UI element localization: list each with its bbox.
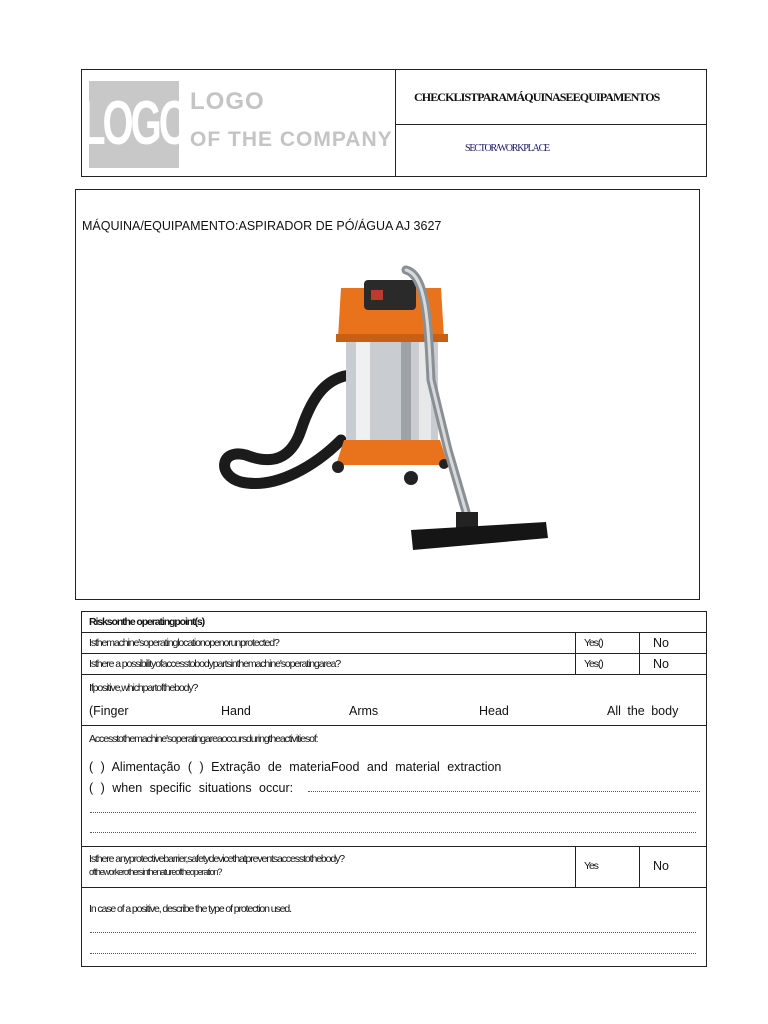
no-option[interactable]: No [653,636,669,650]
question-row [82,654,706,675]
yes-option[interactable]: Yes() [584,637,603,649]
question-text: Isthemachine'soperatinglocationopenorunprotected? [89,637,279,649]
no-option[interactable]: No [653,859,669,873]
protection-row [82,888,706,966]
answer-line[interactable] [90,932,696,934]
access-row [82,726,706,847]
answer-line[interactable] [308,791,700,793]
risk-checklist-form [81,611,707,967]
answer-line[interactable] [90,832,696,834]
logo-mark-text: LOGO [81,89,187,158]
no-option[interactable]: No [653,657,669,671]
logo-word: LOGO [190,88,265,115]
logo-subtitle: OF THE COMPANY [190,128,393,151]
barrier-question-cont: oftheworkerothersinthenatureoftheoperation? [89,867,222,877]
sector-workplace: SECTOR/WORKPLACE [465,143,549,154]
option-finger[interactable]: (Finger [89,704,129,718]
header-divider [395,124,707,125]
header-table [81,69,707,177]
yes-option[interactable]: Yes [584,860,598,872]
option-head[interactable]: Head [479,704,509,718]
machine-label: MÁQUINA/EQUIPAMENTO:ASPIRADOR DE PÓ/ÁGUA AJ 3627 [82,219,442,233]
access-option-specific-situations[interactable]: ( ) when specific situations occur: [89,781,294,795]
barrier-question: Isthere anyprotectivebarrier,safetydevicethatpreventsaccesstothebody? [89,853,345,865]
barrier-row [82,847,706,888]
section-title-row [82,612,706,633]
protection-question: In case of a positive, describe the type of protection used. [89,903,291,915]
access-option-feeding-extraction[interactable]: ( ) Alimentação ( ) Extração de materiaFood and material extraction [89,760,502,774]
machine-panel [75,189,700,600]
option-hand[interactable]: Hand [221,704,251,718]
option-arms[interactable]: Arms [349,704,379,718]
answer-line[interactable] [90,953,696,955]
access-question: Accesstothemachine'soperatingareaoccursduringtheactivitiesof: [89,733,318,745]
document-title: CHECKLISTPARAMÁQUINASEEQUIPAMENTOS [414,90,660,104]
company-logo [81,81,187,168]
question-text: Isthere a possibilityofaccesstobodypartsinthemachine'soperatingarea? [89,658,341,670]
body-part-row [82,675,706,726]
option-all-body[interactable]: All the body [607,704,679,718]
header-divider [395,70,396,176]
question-row [82,633,706,654]
body-part-question: Ifpositive,whichpartofthebody? [89,682,198,694]
section-title: Risksonthe operatingpoint(s) [89,616,205,628]
vacuum-cleaner-photo [216,250,556,580]
yes-option[interactable]: Yes() [584,658,603,670]
answer-line[interactable] [90,812,696,814]
